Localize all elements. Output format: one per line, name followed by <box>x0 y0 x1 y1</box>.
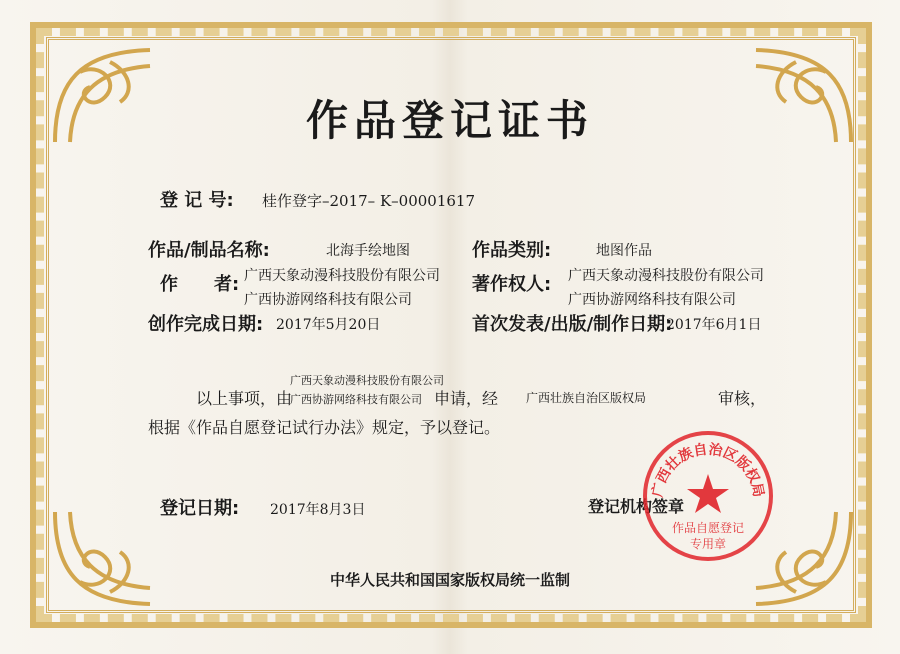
work-name-value: 北海手绘地图 <box>326 243 410 259</box>
work-type-value: 地图作品 <box>596 243 652 259</box>
corner-ornament-icon <box>50 502 170 612</box>
reg-no-label: 登 记 号: <box>160 190 234 211</box>
seal-line-2: 专用章 <box>689 537 727 551</box>
footer-issuer: 中华人民共和国国家版权局统一监制 <box>329 571 570 589</box>
body-line-2: 根据《作品自愿登记试行办法》规定，予以登记。 <box>148 418 501 437</box>
author-value-2: 广西协游网络科技有限公司 <box>244 292 412 308</box>
created-date-label: 创作完成日期: <box>148 314 264 335</box>
body-prefix: 以上事项，由 <box>196 389 293 408</box>
reg-date-value: 2017年8月3日 <box>270 502 366 518</box>
official-seal <box>640 428 776 564</box>
reg-org-label: 登记机构签章 <box>588 497 685 516</box>
authority-name: 广西壮族自治区版权局 <box>526 391 647 405</box>
work-name-label: 作品/制品名称: <box>148 240 270 261</box>
certificate-title: 作品登记证书 <box>305 96 594 145</box>
owner-label: 著作权人: <box>472 274 552 295</box>
published-date-value: 2017年6月1日 <box>666 317 762 333</box>
reg-no-value: 桂作登字–2017– K–00001617 <box>262 192 475 210</box>
author-label: 作 者: <box>160 274 240 295</box>
seal-line-1: 作品自愿登记 <box>671 521 745 535</box>
author-value-1: 广西天象动漫科技股份有限公司 <box>244 268 440 284</box>
owner-value-2: 广西协游网络科技有限公司 <box>568 292 736 308</box>
work-type-label: 作品类别: <box>472 240 552 261</box>
body-apply: 申请，经 <box>434 389 499 408</box>
seal-arc-text: 广西壮族自治区版权局 <box>649 441 767 499</box>
published-date-label: 首次发表/出版/制作日期: <box>472 314 673 335</box>
owner-value-1: 广西天象动漫科技股份有限公司 <box>568 268 764 284</box>
reg-date-label: 登记日期: <box>160 498 240 519</box>
applicant-line-1: 广西天象动漫科技股份有限公司 <box>290 374 444 387</box>
applicant-line-2: 广西协游网络科技有限公司 <box>290 393 422 406</box>
body-review: 审核， <box>718 389 767 408</box>
star-icon <box>687 474 729 513</box>
created-date-value: 2017年5月20日 <box>276 317 381 333</box>
